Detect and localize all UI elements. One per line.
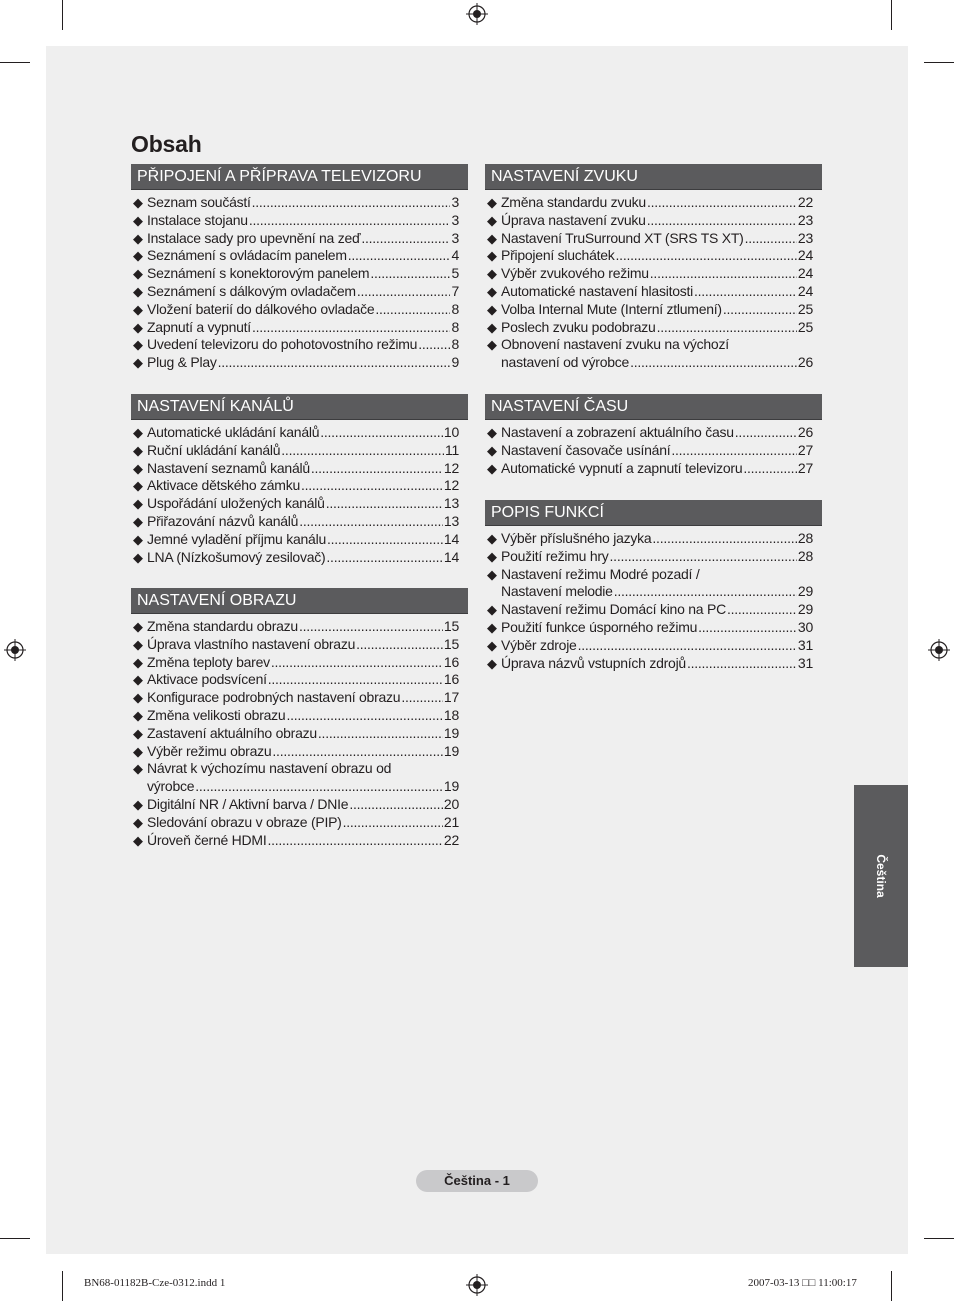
toc-entry-text: Nastavení melodie [501, 583, 613, 600]
toc-entry-text: Seznámení s konektorovým panelem [147, 265, 370, 282]
dot-leader [698, 619, 797, 637]
dot-leader [299, 618, 443, 636]
diamond-bullet-icon: ◆ [133, 248, 143, 264]
dot-leader [327, 531, 443, 549]
toc-page-number: 22 [443, 831, 459, 848]
dot-leader [281, 442, 444, 460]
toc-page-number: 25 [797, 318, 813, 335]
toc-entry-text: Obnovení nastavení zvuku na výchozí [501, 336, 729, 353]
toc-entry[interactable] [133, 442, 459, 460]
diamond-bullet-icon: ◆ [487, 602, 497, 618]
dot-leader [272, 743, 443, 761]
toc-list [131, 194, 459, 372]
toc-entry-text: Automatické nastavení hlasitosti [501, 282, 693, 299]
toc-entry-text: Připojení sluchátek [501, 247, 615, 264]
dot-leader [326, 549, 443, 567]
toc-entry[interactable] [487, 212, 813, 230]
toc-entry-text: Výběr režimu obrazu [147, 742, 272, 759]
toc-page-number: 31 [797, 636, 813, 653]
toc-entry[interactable] [487, 336, 813, 372]
section-heading: POPIS FUNKCÍ [485, 500, 822, 526]
diamond-bullet-icon: ◆ [487, 442, 497, 458]
toc-entry[interactable] [133, 743, 459, 761]
toc-page-number: 29 [797, 583, 813, 600]
diamond-bullet-icon: ◆ [487, 266, 497, 282]
dot-leader [671, 442, 797, 460]
dot-leader [578, 637, 797, 655]
diamond-bullet-icon: ◆ [133, 212, 143, 228]
dot-leader [343, 814, 443, 832]
crop-mark [0, 1238, 30, 1239]
toc-entry-text: Nastavení časovače usínání [501, 441, 671, 458]
diamond-bullet-icon: ◆ [487, 301, 497, 317]
toc-page-number: 28 [797, 530, 813, 546]
toc-entry-text: Nastavení TruSurround XT (SRS TS XT) [501, 229, 744, 246]
diamond-bullet-icon: ◆ [133, 319, 143, 335]
diamond-bullet-icon: ◆ [133, 814, 143, 830]
toc-page-number: 19 [443, 778, 459, 795]
toc-entry-text: nastavení od výrobce [501, 354, 630, 371]
toc-entry[interactable] [487, 566, 813, 602]
toc-entry[interactable] [133, 796, 459, 814]
dot-leader [657, 319, 797, 337]
toc-entry[interactable] [133, 832, 459, 850]
footer-file-name: BN68-01182B-Cze-0312.indd 1 [84, 1277, 226, 1289]
toc-page-number: 3 [451, 211, 459, 228]
dot-leader [252, 194, 451, 212]
toc-entry[interactable] [487, 655, 813, 673]
diamond-bullet-icon: ◆ [487, 619, 497, 635]
toc-entry-text: Použití funkce úsporného režimu [501, 618, 698, 635]
toc-list [485, 530, 813, 672]
dot-leader [743, 460, 797, 478]
toc-entry-text: Úprava nastavení zvuku [501, 211, 646, 228]
toc-page-number: 27 [797, 441, 813, 458]
crop-mark [891, 0, 892, 30]
toc-entry[interactable] [487, 230, 813, 248]
toc-entry-text: Seznam součástí [147, 194, 251, 210]
toc-entry-text: Výběr zdroje [501, 636, 577, 653]
dot-leader [271, 654, 443, 672]
toc-entry[interactable] [133, 265, 459, 283]
dot-leader [650, 265, 797, 283]
toc-right-column [485, 164, 822, 672]
toc-entry[interactable] [487, 619, 813, 637]
diamond-bullet-icon: ◆ [133, 636, 143, 652]
diamond-bullet-icon: ◆ [133, 690, 143, 706]
toc-entry[interactable] [487, 460, 813, 478]
toc-entry[interactable] [133, 460, 459, 478]
toc-entry-text: Nastavení režimu Modré pozadí / [501, 565, 700, 582]
toc-entry-text: Výběr příslušného jazyka [501, 530, 652, 546]
dot-leader [614, 583, 797, 601]
dot-leader [401, 689, 443, 707]
diamond-bullet-icon: ◆ [133, 337, 143, 353]
toc-page-number: 8 [451, 336, 459, 353]
toc-entry[interactable] [487, 601, 813, 619]
crop-mark [0, 62, 30, 63]
toc-entry-text: Automatické ukládání kanálů [147, 424, 320, 440]
diamond-bullet-icon: ◆ [133, 832, 143, 848]
diamond-bullet-icon: ◆ [133, 425, 143, 440]
toc-entry-text: Instalace sady pro upevnění na zeď [147, 229, 361, 246]
toc-left-column [131, 164, 468, 849]
toc-entry-text: Použití režimu hry [501, 547, 609, 564]
diamond-bullet-icon: ◆ [133, 743, 143, 759]
toc-entry[interactable] [133, 814, 459, 832]
toc-entry-text: Přiřazování názvů kanálů [147, 512, 299, 529]
dot-leader [361, 230, 450, 248]
dot-leader [349, 796, 443, 814]
toc-page-number: 13 [443, 512, 459, 529]
toc-section [485, 164, 822, 394]
toc-page-number: 19 [443, 742, 459, 759]
dot-leader [311, 460, 443, 478]
dot-leader [267, 832, 442, 850]
toc-entry[interactable] [487, 442, 813, 460]
toc-entry-text: Digitální NR / Aktivní barva / DNIe [147, 795, 349, 812]
toc-entry-text: Změna velikosti obrazu [147, 706, 286, 723]
toc-entry-text: Úprava názvů vstupních zdrojů [501, 654, 686, 671]
dot-leader [218, 354, 451, 372]
diamond-bullet-icon: ◆ [487, 230, 497, 246]
toc-page-number: 13 [443, 495, 459, 512]
diamond-bullet-icon: ◆ [133, 654, 143, 670]
diamond-bullet-icon: ◆ [133, 549, 143, 565]
toc-page-number: 23 [797, 229, 813, 246]
toc-page-number: 27 [797, 459, 813, 476]
toc-entry[interactable] [133, 531, 459, 549]
toc-page-number: 20 [443, 795, 459, 812]
crop-mark [891, 1271, 892, 1301]
toc-entry[interactable] [133, 725, 459, 743]
diamond-bullet-icon: ◆ [487, 195, 497, 210]
toc-entry-text: Uvedení televizoru do pohotovostního režimu [147, 336, 418, 353]
toc-entry-text: Instalace stojanu [147, 211, 248, 228]
toc-page-number: 11 [444, 441, 459, 458]
toc-entry[interactable] [133, 618, 459, 636]
dot-leader [348, 247, 451, 265]
diamond-bullet-icon: ◆ [133, 283, 143, 299]
toc-entry[interactable] [487, 637, 813, 655]
diamond-bullet-icon: ◆ [487, 319, 497, 335]
toc-page-number: 8 [451, 318, 459, 335]
section-heading: NASTAVENÍ ČASU [485, 394, 822, 420]
registration-mark-icon [466, 3, 488, 25]
toc-list [485, 194, 813, 372]
toc-entry[interactable] [133, 336, 459, 354]
toc-page-number: 29 [797, 601, 813, 618]
diamond-bullet-icon: ◆ [133, 195, 143, 210]
diamond-bullet-icon: ◆ [133, 725, 143, 741]
toc-entry[interactable] [133, 212, 459, 230]
toc-entry[interactable] [133, 513, 459, 531]
toc-entry[interactable] [133, 707, 459, 725]
toc-entry[interactable] [133, 247, 459, 265]
diamond-bullet-icon: ◆ [487, 248, 497, 264]
diamond-bullet-icon: ◆ [133, 707, 143, 723]
diamond-bullet-icon: ◆ [133, 266, 143, 282]
toc-page-number: 9 [451, 354, 459, 371]
crop-mark [924, 1238, 954, 1239]
toc-page-number: 24 [797, 282, 813, 299]
dot-leader [375, 301, 450, 319]
toc-entry[interactable] [133, 671, 459, 689]
toc-page-number: 4 [451, 247, 459, 264]
dot-leader [249, 212, 451, 230]
footer-timestamp: 2007-03-13 □□ 11:00:17 [748, 1277, 857, 1289]
toc-page-number: 15 [443, 635, 459, 652]
dot-leader [418, 336, 450, 354]
dot-leader [356, 636, 443, 654]
toc-page-number: 24 [797, 247, 813, 264]
dot-leader [370, 265, 450, 283]
toc-entry[interactable] [487, 548, 813, 566]
toc-entry-text: Návrat k výchozímu nastavení obrazu od [147, 760, 392, 777]
toc-entry-text: Vložení baterií do dálkového ovladače [147, 300, 375, 317]
diamond-bullet-icon: ◆ [487, 566, 497, 582]
toc-entry[interactable] [487, 247, 813, 265]
toc-page-number: 18 [443, 706, 459, 723]
toc-page-number: 14 [443, 548, 459, 565]
toc-entry-text: Sledování obrazu v obraze (PIP) [147, 813, 342, 830]
toc-entry-text: Poslech zvuku podobrazu [501, 318, 656, 335]
dot-leader [268, 671, 443, 689]
dot-leader [630, 354, 797, 372]
diamond-bullet-icon: ◆ [133, 619, 143, 634]
toc-entry[interactable] [487, 530, 813, 548]
diamond-bullet-icon: ◆ [133, 230, 143, 246]
diamond-bullet-icon: ◆ [487, 425, 497, 440]
toc-page-number: 23 [797, 211, 813, 228]
toc-page-number: 22 [797, 194, 813, 210]
dot-leader [299, 513, 443, 531]
toc-page-number: 17 [443, 689, 459, 706]
registration-mark-icon [466, 1274, 488, 1296]
diamond-bullet-icon: ◆ [487, 212, 497, 228]
toc-page-number: 10 [443, 424, 459, 440]
toc-page-number: 24 [797, 265, 813, 282]
toc-entry-text: Seznámení s ovládacím panelem [147, 247, 347, 264]
toc-entry-text: Zastavení aktuálního obrazu [147, 724, 317, 741]
toc-entry[interactable] [133, 549, 459, 567]
diamond-bullet-icon: ◆ [133, 301, 143, 317]
diamond-bullet-icon: ◆ [133, 796, 143, 812]
toc-entry[interactable] [487, 301, 813, 319]
language-side-tab [854, 785, 908, 967]
toc-entry-text: Plug & Play [147, 354, 217, 371]
toc-entry[interactable] [133, 495, 459, 513]
toc-entry[interactable] [133, 477, 459, 495]
dot-leader [320, 424, 443, 442]
toc-section [485, 500, 822, 672]
dot-leader [616, 247, 797, 265]
diamond-bullet-icon: ◆ [487, 460, 497, 476]
diamond-bullet-icon: ◆ [133, 442, 143, 458]
dot-leader [357, 283, 451, 301]
toc-section [131, 588, 468, 849]
toc-entry[interactable] [133, 194, 459, 212]
toc-entry-text: Úroveň černé HDMI [147, 831, 267, 848]
diamond-bullet-icon: ◆ [487, 531, 497, 546]
toc-entry[interactable] [133, 230, 459, 248]
toc-entry[interactable] [487, 194, 813, 212]
toc-entry-text: Aktivace dětského zámku [147, 477, 300, 494]
toc-entry[interactable] [133, 283, 459, 301]
dot-leader [687, 655, 797, 673]
dot-leader [723, 301, 797, 319]
toc-entry-text: výrobce [147, 778, 195, 795]
dot-leader [727, 601, 797, 619]
toc-section [485, 394, 822, 500]
diamond-bullet-icon: ◆ [133, 355, 143, 371]
diamond-bullet-icon: ◆ [487, 637, 497, 653]
section-heading: NASTAVENÍ OBRAZU [131, 588, 468, 614]
toc-page-number: 5 [451, 265, 459, 282]
registration-mark-icon [928, 639, 950, 661]
toc-page-number: 12 [443, 459, 459, 476]
toc-entry[interactable] [487, 319, 813, 337]
toc-entry-text: Výběr zvukového režimu [501, 265, 649, 282]
dot-leader [610, 548, 797, 566]
diamond-bullet-icon: ◆ [133, 672, 143, 688]
toc-page-number: 30 [797, 618, 813, 635]
toc-section [131, 394, 468, 588]
toc-entry[interactable] [133, 636, 459, 654]
toc-page-number: 12 [443, 477, 459, 494]
toc-entry-text: Nastavení režimu Domácí kino na PC [501, 601, 726, 618]
toc-entry[interactable] [133, 689, 459, 707]
section-heading: NASTAVENÍ ZVUKU [485, 164, 822, 190]
dot-leader [735, 424, 797, 442]
diamond-bullet-icon: ◆ [133, 460, 143, 476]
toc-page-number: 16 [443, 653, 459, 670]
dot-leader [326, 495, 443, 513]
toc-list [131, 424, 459, 566]
toc-entry-text: Automatické vypnutí a zapnutí televizoru [501, 459, 743, 476]
toc-entry-text: Volba Internal Mute (Interní ztlumení) [501, 300, 722, 317]
crop-mark [62, 1271, 63, 1301]
toc-page-number: 21 [443, 813, 459, 830]
toc-page-number: 19 [443, 724, 459, 741]
diamond-bullet-icon: ◆ [133, 478, 143, 494]
toc-entry-text: Ruční ukládání kanálů [147, 441, 281, 458]
toc-entry-text: LNA (Nízkošumový zesilovač) [147, 548, 326, 565]
dot-leader [694, 283, 797, 301]
dot-leader [652, 530, 797, 548]
toc-page-number: 3 [451, 229, 459, 246]
page-title: Obsah [131, 131, 202, 157]
diamond-bullet-icon: ◆ [133, 513, 143, 529]
toc-page-number: 14 [443, 530, 459, 547]
toc-entry[interactable] [133, 319, 459, 337]
dot-leader [745, 230, 797, 248]
toc-page-number: 26 [797, 354, 813, 371]
toc-entry[interactable] [487, 424, 813, 442]
toc-entry-text: Jemné vyladění příjmu kanálu [147, 530, 326, 547]
toc-entry-text: Nastavení seznamů kanálů [147, 459, 310, 476]
diamond-bullet-icon: ◆ [487, 283, 497, 299]
toc-entry-text: Úprava vlastního nastavení obrazu [147, 635, 356, 652]
toc-list [131, 618, 459, 849]
section-heading: PŘIPOJENÍ A PŘÍPRAVA TELEVIZORU [131, 164, 468, 190]
toc-entry-text: Seznámení s dálkovým ovladačem [147, 282, 356, 299]
crop-mark [62, 0, 63, 30]
dot-leader [647, 212, 797, 230]
page-number-badge: Čeština - 1 [416, 1170, 538, 1192]
toc-entry-text: Změna teploty barev [147, 653, 270, 670]
toc-page-number: 26 [797, 424, 813, 440]
crop-mark [924, 62, 954, 63]
diamond-bullet-icon: ◆ [133, 761, 143, 777]
toc-entry[interactable] [133, 301, 459, 319]
diamond-bullet-icon: ◆ [487, 548, 497, 564]
language-side-tab-label: Čeština [874, 854, 888, 898]
toc-section [131, 164, 468, 394]
registration-mark-icon [4, 639, 26, 661]
dot-leader [286, 707, 442, 725]
toc-entry-text: Zapnutí a vypnutí [147, 318, 251, 335]
dot-leader [195, 778, 443, 796]
diamond-bullet-icon: ◆ [133, 531, 143, 547]
dot-leader [647, 194, 797, 212]
toc-page-number: 15 [443, 618, 459, 634]
toc-page-number: 8 [451, 300, 459, 317]
toc-entry-text: Změna standardu zvuku [501, 194, 646, 210]
toc-entry[interactable] [487, 283, 813, 301]
toc-entry-text: Aktivace podsvícení [147, 671, 267, 688]
toc-entry[interactable] [133, 424, 459, 442]
toc-entry[interactable] [133, 654, 459, 672]
diamond-bullet-icon: ◆ [487, 337, 497, 353]
toc-page-number: 3 [451, 194, 459, 210]
toc-list [485, 424, 813, 477]
toc-entry-text: Konfigurace podrobných nastavení obrazu [147, 689, 401, 706]
toc-page-number: 7 [451, 282, 459, 299]
toc-entry-text: Změna standardu obrazu [147, 618, 298, 634]
toc-page-number: 31 [797, 654, 813, 671]
diamond-bullet-icon: ◆ [487, 655, 497, 671]
toc-entry[interactable] [133, 760, 459, 796]
toc-entry-text: Nastavení a zobrazení aktuálního času [501, 424, 734, 440]
toc-entry-text: Uspořádání uložených kanálů [147, 495, 325, 512]
toc-page-number: 28 [797, 547, 813, 564]
toc-page-number: 16 [443, 671, 459, 688]
section-heading: NASTAVENÍ KANÁLŮ [131, 394, 468, 420]
toc-entry[interactable] [133, 354, 459, 372]
dot-leader [252, 319, 451, 337]
toc-entry[interactable] [487, 265, 813, 283]
toc-page-number: 25 [797, 300, 813, 317]
dot-leader [318, 725, 443, 743]
diamond-bullet-icon: ◆ [133, 496, 143, 512]
dot-leader [301, 477, 443, 495]
